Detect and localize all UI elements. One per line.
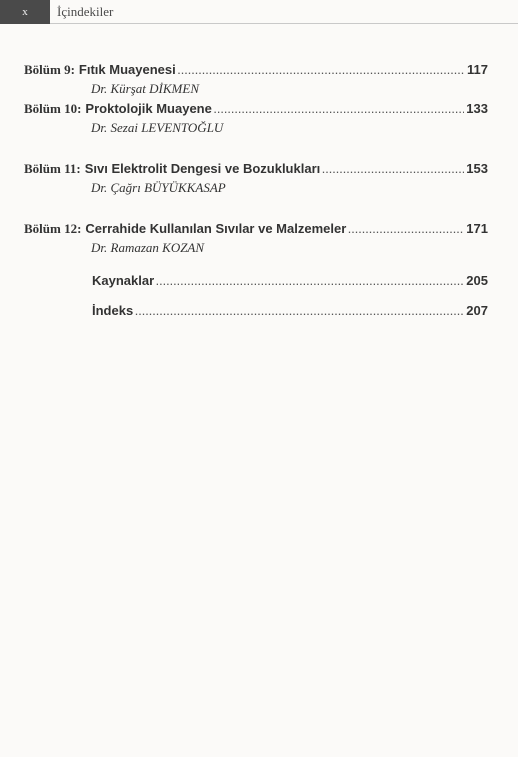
chapter-title: Proktolojik Muayene — [85, 101, 212, 116]
chapter-title: Cerrahide Kullanılan Sıvılar ve Malzemeler — [85, 221, 347, 236]
chapter-author: Dr. Sezai LEVENTOĞLU — [91, 120, 224, 135]
toc-entry-chapter-12 — [24, 220, 488, 257]
dot-leader — [348, 221, 464, 239]
chapter-number: Bölüm 9: — [24, 62, 75, 77]
toc-line — [92, 302, 488, 321]
chapter-page: 117 — [467, 62, 488, 77]
chapter-number: Bölüm 12: — [24, 221, 82, 236]
toc-line — [24, 61, 488, 80]
section-title: Kaynaklar — [92, 273, 155, 288]
header-title: İçindekiler — [57, 4, 114, 19]
chapter-number: Bölüm 11: — [24, 161, 81, 176]
chapter-author: Dr. Ramazan KOZAN — [91, 240, 205, 255]
section-title: İndeks — [92, 303, 134, 318]
header-rule — [50, 23, 518, 24]
section-page: 207 — [466, 303, 488, 318]
toc-entry-indeks — [92, 302, 488, 321]
chapter-page: 171 — [466, 221, 488, 236]
chapter-page: 153 — [466, 161, 488, 176]
toc-line — [24, 220, 488, 239]
chapter-author: Dr. Kürşat DİKMEN — [91, 81, 199, 96]
toc-entry-kaynaklar — [92, 272, 488, 291]
dot-leader — [178, 62, 465, 80]
dot-leader — [322, 161, 464, 179]
toc-entry-chapter-10 — [24, 100, 488, 137]
chapter-page: 133 — [466, 101, 488, 116]
dot-leader — [156, 273, 464, 291]
chapter-title: Sıvı Elektrolit Dengesi ve Bozuklukları — [84, 161, 321, 176]
section-page: 205 — [466, 273, 488, 288]
toc-line — [24, 100, 488, 119]
page-number: x — [0, 0, 50, 24]
dot-leader — [135, 303, 464, 321]
toc-line — [92, 272, 488, 291]
running-header — [0, 0, 518, 24]
toc-line — [24, 160, 488, 179]
dot-leader — [214, 101, 464, 119]
toc-entry-chapter-9 — [24, 61, 488, 98]
chapter-number: Bölüm 10: — [24, 101, 82, 116]
chapter-title: Fıtık Muayenesi — [78, 62, 176, 77]
toc-entry-chapter-11 — [24, 160, 488, 197]
chapter-author: Dr. Çağrı BÜYÜKKASAP — [91, 180, 226, 195]
